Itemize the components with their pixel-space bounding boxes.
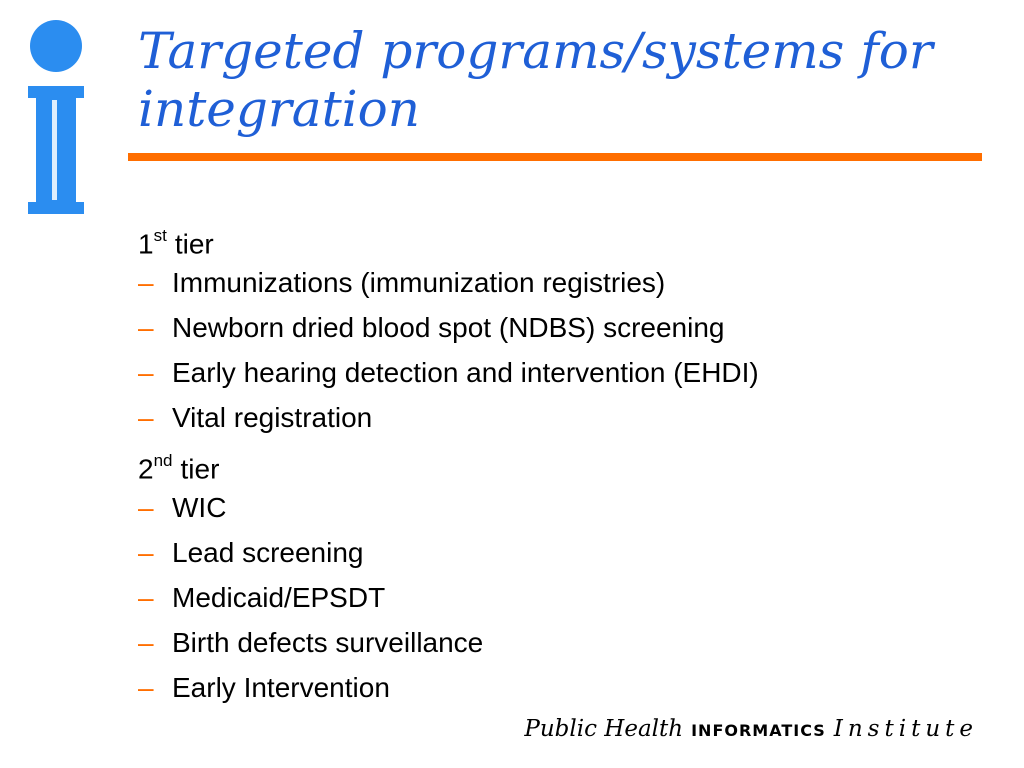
list-item: – Early Intervention	[138, 672, 390, 703]
list-item: – WIC	[138, 492, 227, 523]
slide-title: Targeted programs/systems for integration	[138, 22, 933, 138]
list-item: – Early hearing detection and intervention (EHDI)	[138, 357, 759, 388]
title-divider	[128, 153, 982, 161]
tier-heading: 1st tier	[138, 226, 214, 260]
footer-logo-text: Public Health INFORMATICS Institute	[524, 716, 978, 742]
info-i-icon	[22, 18, 90, 218]
list-item: – Lead screening	[138, 537, 364, 568]
list-item: – Medicaid/EPSDT	[138, 582, 386, 613]
list-item: – Immunizations (immunization registries)	[138, 267, 666, 298]
list-item: – Birth defects surveillance	[138, 627, 484, 658]
list-item: – Vital registration	[138, 402, 373, 433]
list-item: – Newborn dried blood spot (NDBS) screening	[138, 312, 725, 343]
tier-heading: 2nd tier	[138, 451, 220, 485]
tier-list	[138, 215, 998, 710]
